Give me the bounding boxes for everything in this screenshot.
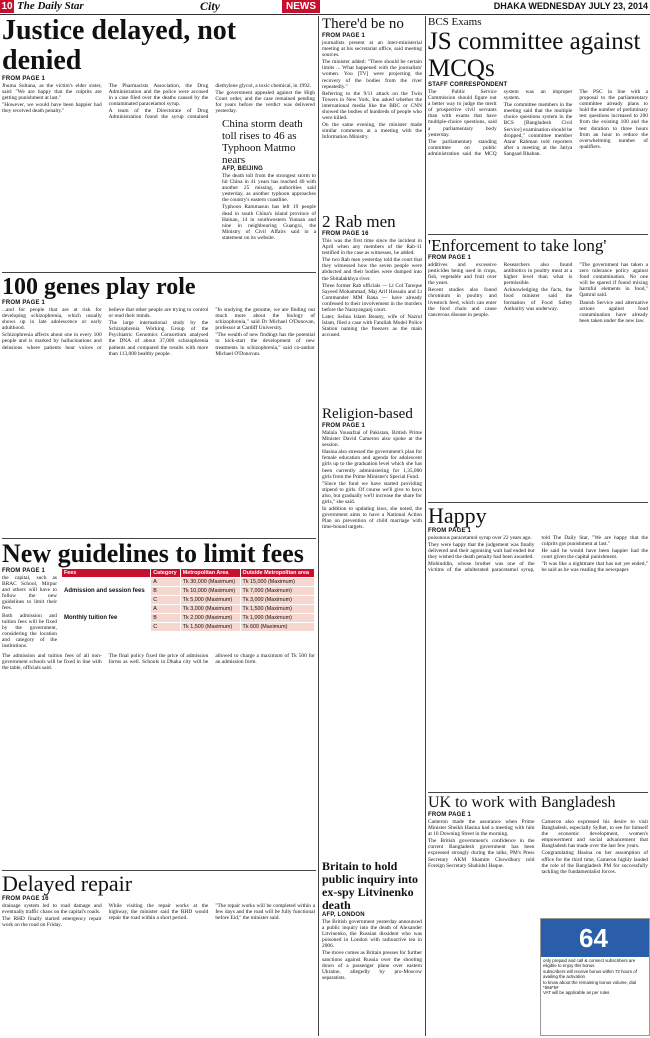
section-title: City [200,0,220,13]
article-kicker: FROM PAGE 1 [2,568,46,574]
article-headline: New guidelines to limit fees [2,540,304,568]
table-header: Outside Metropolitan area [240,569,314,578]
article-happy [428,504,648,790]
divider [428,792,648,793]
table-cell: Tk 10,000 (Maximum) [180,587,240,596]
divider [428,234,648,235]
table-cell: C [151,623,181,632]
article-headline: 2 Rab men [322,212,396,231]
article-body [2,307,315,357]
advert-line: to know about the remaining bonus volume, dial *566*5# [543,979,636,991]
table-row [62,578,315,587]
article-kicker: FROM PAGE 1 [322,33,366,39]
paragraph: The PSC in line with a proposal to the parliamentary committee already plans to hold the number of preliminary test questions increased to 200 from the existing 100 and the test duration to three hours from an hour to reduce the overwhelming number of qualifiers. [579,89,648,150]
paragraph: Referring to the 9/11 attack on the Twin Towers in New York, Inu asked whether the international media like the BBC or CNN showed the bodies of hundreds of people who were killed. [322,90,422,122]
table-cell: C [151,596,181,605]
table-cell: Monthly tuition fee [62,605,151,632]
paragraph: The British government yesterday announced a public inquiry into the death of Alexander Litvinenko, the Russian dissident who was poisoned in London with radioactive tea in 2006. [322,919,422,950]
paragraph: drainage system led to road damage and eventually traffic chaos on the capital's roads. [2,903,102,916]
advert-terms [541,957,649,997]
article-body [322,430,422,531]
divider [2,870,316,871]
article-kicker: FROM PAGE 1 [428,528,472,534]
paragraph: A team of the Directorate of Drug Administration found the syrup contained diethylene glycol, a toxic chemical, in 1992. [108,83,311,121]
table-cell: Tk 1,500 (Maximum) [240,605,314,614]
paragraph: "The government has taken a zero tolerance policy against food contamination. No one will be spared if found mixing harmful elements in food," Qamrul said. [579,262,648,299]
paragraph: Acknowledging the facts, the food minister said the formation of Food Safety Authority was underway. [503,287,573,312]
article-uk [428,794,648,914]
article-byline: STAFF CORRESPONDENT [428,82,508,88]
article-kicker: FROM PAGE 1 [428,812,472,818]
paragraph: The parliamentary standing committee on public administration said the MCQ system was an improper system. [428,89,573,157]
paragraph: "It was like a nightmare that has not yet ended," he said as he was reading the newspaper. [541,561,648,574]
divider [318,16,319,1036]
paragraph: In addition to updating laws, she noted, the government aims to have a National Action Plan on prevention of child marriage with time-bound targets. [322,506,422,531]
paragraph: Danish Service and alternative actions against food contamination have already been taken under the new law. [579,299,648,324]
paragraph: Schizophrenia affects about one in every 100 people and is marked by hallucinations and delusions where patients hear voices or believe that other people are trying to control or read their minds. [2,307,209,351]
paragraph: They were happy that the judgement was finally delivered and their agonising wait had ended but they wished the death penalty had been awarded. [428,542,535,561]
advert-number: 64 [579,923,608,953]
article-kicker: FROM PAGE 1 [2,300,46,306]
paragraph: additives and excessive pesticides being used in crops, fish, vegetable and fruit over the years. [428,262,497,287]
article-body [222,173,316,241]
table-cell: Tk 3,000 (Maximum) [180,605,240,614]
article-headline: Britain to hold public inquiry into ex-spy Litvinenko death [322,860,419,912]
article-kicker: AFP, LONDON [322,912,365,918]
paragraph: the capital, such as BRAC School, Mirpur and others will have to follow the new guidelines to limit their fees. [2,575,57,612]
paragraph: The two Rab men yesterday told the court that they witnessed how the seven people were abducted and their bodies were dumped into the Shitalakkhya river. [322,257,422,282]
paragraph: Jhuma Sultana, as the victim's elder sister, said: "We are happy that the culprits are getting punishment at last." [2,83,102,102]
table-cell: Tk 30,000 (Maximum) [180,578,240,587]
paragraph: On the same evening, the minister made similar comments at a meeting with the Information Ministry. [322,122,422,141]
table-cell: Tk 1,500 (Maximum) [180,623,240,632]
paragraph: Cameron also expressed his desire to visit Bangladesh, especially Sylhet, to see for himself the economic development, women's empowerment and social advancement that Bangladesh has made over the last few years. [541,819,648,850]
paragraph: Recent studies also found chromium in poultry and livestock feed, which can enter the food chain and cause cancerous disease in people. [428,287,497,318]
article-headline: Delayed repair [2,872,133,896]
article-body [2,653,315,671]
article-kicker: FROM PAGE 1 [2,76,46,82]
article-body [322,40,422,141]
advert-banner [541,919,649,957]
news-tag: NEWS [282,0,320,13]
paragraph: Congratulating Hasina on her assumption of office for the third time, Cameron highly lauded the role of the Bangladesh PM for successfully tackling the fundamentalist forces. [541,850,648,875]
paragraph: The RHD finally started emergency repair work on the road on Friday. [2,916,102,929]
paragraph: The death toll from the strongest storm to hit China in 41 years has reached 46 with another 25 missing, authorities said yesterday, as another typhoon approaches the country's eastern coastline. [222,173,316,204]
article-body [2,575,57,649]
article-rab [322,212,422,404]
article-headline: UK to work with Bangladesh [428,794,616,811]
article-britain [322,860,422,1036]
article-enforcement [428,236,648,500]
divider [428,502,648,503]
paragraph: "Since the fund we have started providing stipend to girls. Of course we'll give to boys also, but gradually we'll increase the share for girls," she said. [322,480,422,506]
article-kicker: FROM PAGE 1 [428,255,472,261]
paragraph: Cameron made the assurance when Prime Minister Sheikh Hasina had a meeting with him at 10 Downing Street in the morning. [428,819,535,838]
article-kicker: FROM PAGE 16 [2,896,49,902]
article-headline: 'Enforcement to take long' [428,236,607,255]
paragraph: "In studying the genome, we are finding out much more about the biology of schizophrenia," said Dr Michael O'Donovan, professor at Cardiff University. [215,307,315,332]
paragraph: journalists present at an inter-ministerial meeting at his secretariat office, said meeting sources. [322,40,422,59]
article-headline: JS committee against MCQs [428,28,641,82]
article-china-storm [222,118,316,268]
article-headline: Justice delayed, not denied [2,16,237,76]
advertisement[interactable] [540,918,650,1036]
table-cell: Tk 5,000 (Maximum) [180,596,240,605]
paper-name: The Daily Star [17,0,84,12]
table-cell: B [151,614,181,623]
paragraph: The government appealed against the High Court order, and the case remained pending for years before the verdict was delivered yesterday. [215,90,315,115]
paragraph: Mohiuddin, whose brother was one of the victims of the adulterated paracetamol syrup, told The Daily Star, "We are happy that the culprits got punishment at last." [428,535,648,574]
fee-table [61,568,315,632]
paragraph: The Public Service Commission should figure out a better way to judge the merit of prospective civil servants than with exams that have multiple-choice questions, said a parliamentary body yesterday. [428,89,497,138]
dateline: DHAKA WEDNESDAY JULY 23, 2014 [493,1,648,11]
page-number: 10 [1,1,13,12]
paragraph: "However, we would have been happier had they received death penalty." [2,102,102,115]
table-header: Fees [62,569,151,578]
paragraph: While visiting the repair works at the highway, the minister said the RHD would repair the road within a short period. [108,903,209,922]
table-header: Metropolitan Area [180,569,240,578]
article-kicker: FROM PAGE 16 [322,231,369,237]
article-herd [322,16,422,210]
paragraph: This was the first time since the incident in April when any members of the Rab-11 testified in the case as witnesses, he added. [322,238,422,257]
paragraph: Typhoon Rammasun has left 19 people dead in south China's island province of Hainan, 14 in southwestern Yunnan and nine in neighbouring Guangxi, the Ministry of Civil Affairs said in a statement on its website. [222,204,316,241]
table-cell: B [151,587,181,596]
paragraph: The move comes as Britain presses for further sanctions against Russia over the shooting down of a passenger plane over eastern Ukraine, allegedly by pro-Moscow separatists. [322,950,422,981]
article-bcs [428,16,648,232]
article-genes [2,274,315,536]
article-body [428,262,648,324]
article-body [322,919,422,981]
paragraph: Researchers also found antibiotics in poultry meat at a higher level than what is permissible. [503,262,573,287]
article-label: BCS Exams [428,16,482,28]
paragraph: The admission and tuition fees of all non-government schools will be fixed in line with the table, officials said. [2,653,102,672]
paragraph: Three former Rab officials — Lt Col Tareque Sayeed Mohammad, Maj Arif Hossain and Lt Commander MM Rana — have already confessed to their involvement in the murders before the Narayanganj court. [322,282,422,314]
article-headline: 100 genes play role [2,274,196,300]
article-body [2,903,315,928]
article-body [322,238,422,339]
paragraph: He said he would have been happier had the court given the capital punishment. [541,548,648,561]
paragraph: "The wealth of new findings has the potential to kick-start the development of new treatments in schizophrenia," said co-author Michael O'Donovan. [215,332,315,357]
paragraph: Hasina also stressed the government's plan for female education and agenda for adolescent girls up to the graduation level which she has been currently administering for 1,35,000 girls from the Prime Minister's Special Fund. [322,449,422,480]
paragraph: The committee members in the meeting said that the multiple choice questions system in the BCS [Bangladesh Civil Service] examination should be dropped," committee member Ataur Rahman told reporters after a meeting at the Jatiya Sangsad Bhaban. [503,102,573,157]
table-row [62,605,315,614]
paragraph: The final policy fixed the price of admission forms as well. Schools in Dhaka city will be allowed to charge a maximum of Tk 500 for an admission form. [108,653,315,666]
advert-line: only prepaid and call & connect subscribers are eligible to enjoy this bonus [543,958,636,969]
table-cell: Tk 15,000 (Maximum) [240,578,314,587]
article-fees [2,540,315,868]
table-cell: Tk 7,000 (Maximum) [240,587,314,596]
article-body [2,83,315,121]
table-cell: Admission and session fees [62,578,151,605]
paragraph: "The repair works will be completed within a few days and the road will be fully functional before Eid," the minister said. [215,903,315,922]
paragraph: Malala Yousafzai of Pakistan, British Prime Minister David Cameron also spoke at the session. [322,430,422,449]
article-headline: There'd be no [322,16,404,32]
masthead [0,0,650,15]
advert-line: VAT will be applicable as per rules [543,990,610,996]
table-cell: A [151,605,181,614]
paragraph: The large international study by the Schizophrenia Working Group of the Psychiatric Genomics Consortium analysed the DNA of about 37,000 schizophrenia patients and compared the results with more than 113,000 healthy people. [108,320,209,357]
divider [2,538,316,539]
divider [2,272,316,273]
paragraph: The British government's confidence in the current Bangladesh government has been expressed strongly during the talks, PM's Press Secretary AKM Shamim Chowdhury told Foreign Secretary Shahidul Haque. [428,838,535,869]
article-kicker: AFP, BEIJING [222,166,263,172]
article-religion [322,406,422,838]
article-body [428,819,648,875]
table-cell: Tk 1,000 (Maximum) [240,614,314,623]
article-body [428,89,648,157]
paragraph: poisonous paracetamol syrup over 22 years ago. [428,535,532,541]
table-cell: A [151,578,181,587]
paragraph: The minister added: "There should be certain limits ... What happened with the journalists' women. You [TV] were projecting the recovery of the bodies from the river repeatedly." [322,59,422,90]
article-headline: Religion-based [322,406,413,422]
paragraph: Later, Selina Islam Beauty, wife of Nazrul Islam, filed a case with Fatullah Model Police Station naming the freezers as the main accused. [322,314,422,339]
paragraph: Both admission and tuition fees will be fixed by the government, considering the location and category of the institutions. [2,612,57,650]
advert-line: subscribers will receive bonus within 72 hours of availing the activation [543,968,637,980]
article-kicker: FROM PAGE 1 [322,423,366,429]
table-header: Category [151,569,181,578]
article-headline: China storm death toll rises to 46 as Typhoon Matmo nears [222,118,303,166]
table-cell: Tk 2,000 (Maximum) [180,614,240,623]
paragraph: ...and for people that are at risk for developing schizophrenia, which usually shows up in late adolescence or early adulthood. [2,307,102,332]
divider [425,16,426,1036]
article-body [428,535,648,574]
article-delayed [2,872,315,1036]
article-headline: Happy [428,504,487,528]
table-cell: Tk 600 (Maximum) [240,623,314,632]
table-cell: Tk 3,000 (Maximum) [240,596,314,605]
paragraph: The Pharmacists Association, the Drug Administration and the police were accused in a case filed over the deaths caused by the contaminated paracetamol syrup. [108,83,209,108]
